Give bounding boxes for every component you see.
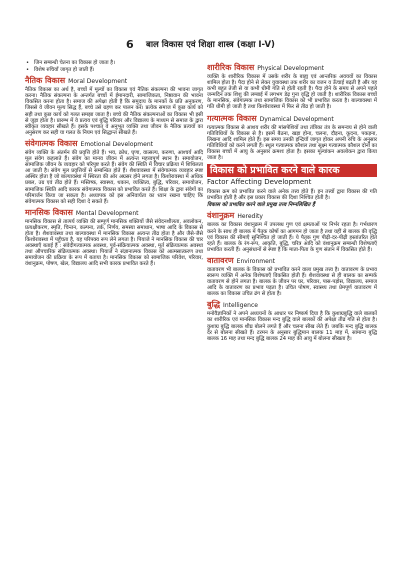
section-text-heredity: बालक का विकास वंशानुक्रम में उपलब्ध गुण एवं क्षमताओं पर निर्भर रहता है। गर्भधारण करने के साथ ही बालक में पैतृक कोषों का आगमन हो जाता है तथा यहीं से बालक की वृद्धि एवं विकास की सीमाएँ सुनिश्चित हो जाती हैं। ये पैतृक गुण पीढ़ी-दर-पीढ़ी हस्तांतरित होते रहते हैं। बालक के रंग-रूप, आकृति, बुद्धि, चरित्र आदि को वंशानुक्रम सम्बन्धी विशेषताएँ प्रभावित करती हैं। अनुसंधानों से स्पष्ट है कि माता-पिता के गुण संतान में विकसित होते हैं। [207,222,377,253]
section-heading-emotional [25,139,203,149]
heading-hindi: वंशानुक्रम [207,211,235,221]
heading-hindi: शारीरिक विकास [207,63,255,72]
heading-english: Emotional Development [80,140,153,148]
section-heading-environment [207,256,377,266]
section-text-emotional: संवेग व्यक्ति के अंतर्मन की प्रवृत्ति होते हैं। भय, क्रोध, घृणा, वात्सल्य, करुणा, आश्चर्य आदि मूल संवेग कहलाते हैं। संवेग का मानव जीवन में अत्यन्त महत्त्वपूर्ण स्थान है। समायोजन, सामाजिक जीवन के व्यवहार को परिपुष्ट करते हैं। संवेग की स्थिति में विचार प्रक्रिया में शिथिलता आ जाती है। संवेग मूल प्रवृत्तियों से सम्बन्धित होते हैं। शैशवावस्था में संवेगात्मक व्यवहार स्पष्ट अस्थिर होता है जो बाल्यावस्था में स्थिरता की ओर अग्रसर होने लगता है। किशोरावस्था में अधिक प्रबल, उग्र एवं तीव्र होते हैं। मस्तिष्क, स्वास्थ्य, थकान, व्यक्तित्व, बुद्धि, परिवार, समायोजन, सामाजिक स्थिति आदि कारक संवेगात्मक विकास को प्रभावित करते हैं। शिक्षा के द्वारा संवेगों का परिमार्जन किया जा सकता है। अध्यापक को इस अनिवार्यता का ध्यान रखना चाहिए कि संवेगात्मक विकास को सही दिशा दे सकते हैं। [25,149,203,205]
section-heading-heredity [207,211,377,221]
heading-english: Heredity [237,213,263,221]
heading-english: Physical Development [257,65,324,72]
heading-hindi: गत्यात्मक विकास [207,113,257,123]
heading-english: Dynamical Development [259,115,334,123]
bullet-item: • जिन सम्बन्धी चेतना का विकास हो जाता है। [25,60,203,66]
section-text-mental: मानसिक विकास से तात्पर्य व्यक्ति की सम्पूर्ण मानसिक शक्तियों जैसे संवेदनशीलता, अवलोकन, प्रत्यक्षीकरण, स्मृति, चिन्तन, कल्पना, तर्क, निर्णय, समस्या समाधान, भाषा आदि के विकास से होता है। शैशवावस्था तथा बाल्यावस्था में मानसिक विकास अत्यन्त तीव्र होता है और जैसे-जैसे किशोरावस्था में पहुँचता है, यह परिपक्व रूप लेने लगता है। पियाजे ने मानसिक विकास की चार अवस्थाएँ बताई हैं : संवेदीगत्यात्मक अवस्था, पूर्व-संक्रियात्मक अवस्था, मूर्त संक्रियात्मक अवस्था तथा औपचारिक संक्रियात्मक अवस्था। पियाजे ने संज्ञानात्मक विकास को आत्मसात्करण तथा समायोजन की प्रक्रिया के रूप में बताया है। मानसिक विकास को सामाजिक परिवेश, परिवार, वंशानुक्रम, पोषण, खेल, विद्यालय आदि सभी कारक प्रभावित करते हैं। [25,218,203,268]
section-heading-moral [25,76,203,86]
running-title: बाल विकास एवं शिक्षा शास्त्र (कक्षा I-V) [146,40,275,50]
section-heading-dynamic [207,114,377,124]
heading-hindi: बुद्धि [207,300,221,310]
heading-english: Moral Development [68,78,128,86]
heading-english: Mental Development [75,209,139,217]
section-text-dynamic: गत्यात्मक विकास से आशय शरीर की मांसपेशियों तथा तंत्रिका तंत्र के समन्वय से होने वाली गतिविधियों के विकास से है। इसमें बैठना, खड़ा होना, चलना, दौड़ना, कूदना, पकड़ना, लिखना आदि शामिल होते हैं। इस समय उनकी इन्द्रियाँ जागृत होकर अपनी रुचि के अनुसार गतिविधियों को करने लगती हैं। स्थूल गत्यात्मक कौशल तथा सूक्ष्म गत्यात्मक कौशल दोनों का विकास बच्चों में आयु के अनुसार क्रमशः होता है। इसका मूल्यांकन अवलोकन द्वारा किया जाता है। [207,124,377,162]
heading-hindi: मानसिक विकास [25,207,73,217]
section-heading-mental [25,208,203,218]
heading-english: Intelligence [223,302,258,310]
heading-hindi: संवेगात्मक विकास [25,138,78,148]
section-text-moral: नैतिक विकास का अर्थ है, बच्चों में मूल्यों का विकास एवं नैतिक संकल्पना की भावना जागृत करना। नैतिक संकल्पना के अन्तर्गत बच्चों में ईमानदारी, सामाजिकता, निष्ठावान की भावना विकसित करना होता है। समाज की अपेक्षा होती है कि समुदाय के मानकों के प्रति अनुकरण, जिससे वे जीवन मूल्य सिद्ध हैं, बच्चे उसे ग्रहण कर पालन करें। प्रत्येक समाज में कुछ कार्य को सही तथा कुछ कार्य को गलत समझा जाता है। बच्चे की नैतिक संकल्पनाओं का विकास भी इसी से जुड़ा होता है। प्रारम्भ में वे प्रत्यय एवं बुद्धि परिवार और विद्यालय के माध्यम से समाज के द्वारा स्वीकृत व्यवहार सीखते हैं। इसके पश्चात् वे अनुभूत व्यक्ति तथा जीवन के नैतिक प्रत्ययों का अनुसरण कर सही या गलत के नियम एवं सिद्धान्त सीखते हैं। [25,87,203,136]
right-column [207,60,377,343]
factor-intro-text: विकास क्रम को प्रभावित करने वाले अनेक तत्त्व होते हैं। इन तत्त्वों द्वारा विकास की गति प्रभावित होती है और इस प्रकार विकास की दिशा निश्चित होती है। [207,189,377,202]
heading-english: Environment [236,257,275,265]
factor-heading-bar: विकास को प्रभावित करने वाले कारक [207,164,377,177]
section-text-intelligence: मनोवैज्ञानिकों ने अपने अध्ययनों के आधार पर निष्कर्ष दिया है कि कुशाग्रबुद्धि वाले बालकों का शारीरिक एवं मानसिक विकास मन्द बुद्धि वाले बालकों की अपेक्षा तीव्र गति से होता है। कुशाग्र बुद्धि बालक शीघ्र बोलने लगते हैं और चलना सीख लेते हैं। जबकि मन्द बुद्धि बालक देर से बोलना सीखते हैं। टरमन के अनुसार बुद्धिमान बालक 11 माह में, सामान्य बुद्धि बालक 16 माह तथा मन्द बुद्धि बालक 24 माह की आयु में बोलना सीखता है। [207,311,377,342]
heading-hindi: वातावरण [207,255,234,265]
section-text-environment: वातावरण भी बालक के विकास को प्रभावित करने वाला प्रमुख तत्त्व है। वातावरण के प्रभाव स्वरूप व्यक्ति में अनेक विशेषताएँ विकसित होती हैं। शैशवावस्था से ही बालक का सम्पर्क वातावरण से होने लगता है। बालक के जीवन पर घर, परिवार, पास-पड़ोस, विद्यालय, समाज आदि के वातावरण का प्रभाव पड़ता है। उचित पोषण, स्वास्थ्य तथा प्रेमपूर्ण वातावरण में बालक का विकास उचित ढंग से होता है। [207,266,377,298]
section-text-physical: व्यक्ति के शारीरिक विकास में उसके शरीर के बाह्य एवं आन्तरिक अवयवों का विकास शामिल होता है। पैदा होने से लेकर युवावस्था तक शरीर का वजन व ऊँचाई बढ़ती है और यह कभी बहुत तेजी से या कभी धीमी गति से होती रहती है। पैदा होने के समय से अपने पहले जन्मदिन तक शिशु की लम्बाई में लगभग डेढ़ गुना वृद्धि हो जाती है। शारीरिक विकास बच्चों के मानसिक, संवेगात्मक तथा सामाजिक विकास को भी प्रभावित करता है। बाल्यावस्था में गति धीमी हो जाती है तथा किशोरावस्था में फिर से तीव्र हो जाती है। [207,74,377,111]
section-heading-physical [207,63,377,73]
page-header [0,38,400,54]
left-column [25,60,203,269]
bullet-item: • विशेष रुचियाँ जागृत हो जाती हैं। [25,67,203,73]
heading-hindi: नैतिक विकास [25,76,66,86]
factor-heading-english: Factor Affecting Development [207,178,312,187]
factor-list-intro: विकास को प्रभावित करने वाले प्रमुख तत्त्व निम्नलिखित हैं [207,202,315,209]
section-heading-intelligence [207,300,377,310]
page-number: 6 [126,38,134,51]
